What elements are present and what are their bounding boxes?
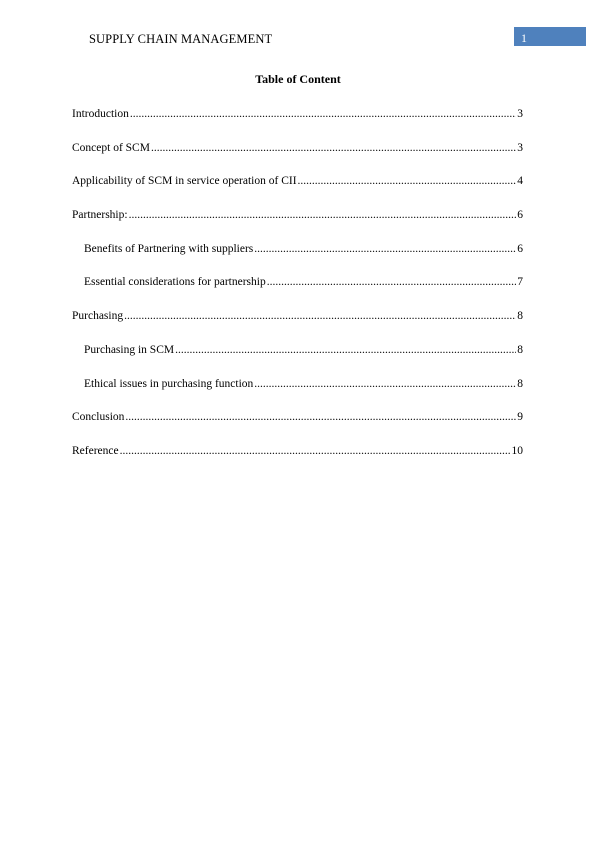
table-of-contents bbox=[72, 108, 523, 479]
toc-leader-dots bbox=[125, 411, 516, 423]
toc-entry-label: Purchasing bbox=[72, 310, 124, 323]
toc-entry-label: Concept of SCM bbox=[72, 141, 150, 154]
toc-heading: Table of Content bbox=[255, 72, 341, 86]
toc-leader-dots bbox=[130, 108, 516, 120]
toc-leader-dots bbox=[298, 175, 517, 187]
toc-entry-purchasing[interactable] bbox=[72, 310, 523, 344]
toc-leader-dots bbox=[267, 276, 517, 288]
toc-leader-dots bbox=[124, 310, 516, 322]
toc-entry-applicability[interactable] bbox=[72, 175, 523, 209]
toc-entry-label: Introduction bbox=[72, 108, 129, 120]
running-header-title: SUPPLY CHAIN MANAGEMENT bbox=[89, 32, 273, 46]
toc-entry-page: 7 bbox=[517, 276, 523, 289]
toc-entry-reference[interactable] bbox=[72, 445, 523, 479]
toc-leader-dots bbox=[254, 378, 516, 390]
toc-entry-introduction[interactable] bbox=[72, 108, 523, 142]
toc-entry-essential-considerations[interactable] bbox=[72, 276, 523, 310]
toc-entry-label: Reference bbox=[72, 444, 119, 457]
toc-entry-concept-of-scm[interactable] bbox=[72, 142, 523, 176]
toc-entry-page: 8 bbox=[517, 377, 523, 390]
toc-entry-page: 8 bbox=[517, 343, 523, 356]
toc-entry-benefits-of-partnering[interactable] bbox=[72, 243, 523, 277]
toc-entry-page: 3 bbox=[517, 141, 523, 154]
toc-leader-dots bbox=[151, 142, 516, 154]
toc-entry-page: 6 bbox=[517, 242, 523, 255]
page-number-badge: 1 bbox=[514, 27, 586, 46]
toc-entry-label: Partnership: bbox=[72, 209, 128, 222]
toc-entry-page: 10 bbox=[511, 444, 523, 457]
toc-entry-label: Applicability of SCM in service operation of CII bbox=[72, 175, 297, 188]
toc-entry-page: 6 bbox=[517, 209, 523, 222]
toc-entry-page: 3 bbox=[517, 108, 523, 120]
toc-leader-dots bbox=[175, 344, 516, 356]
toc-entry-page: 9 bbox=[517, 411, 523, 424]
toc-leader-dots bbox=[254, 243, 516, 255]
toc-entry-page: 4 bbox=[517, 175, 523, 188]
toc-entry-label: Conclusion bbox=[72, 411, 125, 424]
toc-entry-label: Purchasing in SCM bbox=[84, 343, 175, 356]
toc-leader-dots bbox=[120, 445, 511, 457]
toc-entry-ethical-issues[interactable] bbox=[72, 378, 523, 412]
toc-entry-partnership[interactable] bbox=[72, 209, 523, 243]
toc-entry-page: 8 bbox=[517, 310, 523, 323]
toc-entry-label: Ethical issues in purchasing function bbox=[84, 377, 254, 390]
toc-entry-conclusion[interactable] bbox=[72, 411, 523, 445]
toc-entry-label: Essential considerations for partnership bbox=[84, 276, 266, 289]
toc-entry-label: Benefits of Partnering with suppliers bbox=[84, 242, 254, 255]
toc-leader-dots bbox=[129, 209, 517, 221]
toc-entry-purchasing-in-scm[interactable] bbox=[72, 344, 523, 378]
